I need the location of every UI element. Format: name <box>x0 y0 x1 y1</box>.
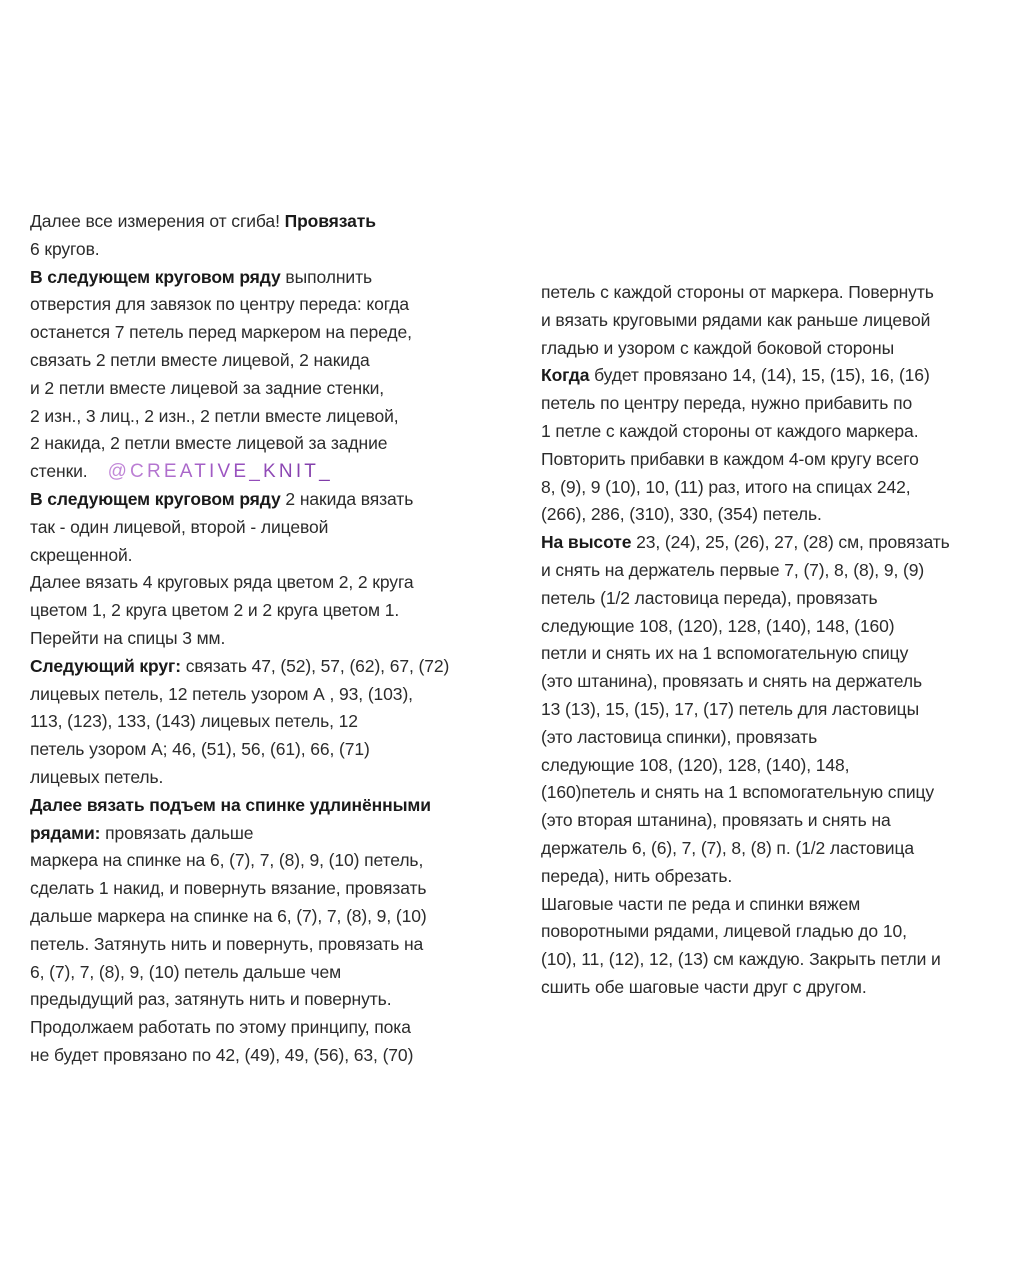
text-line: (10), 11, (12), 12, (13) см каждую. Закрыть петли и <box>541 949 941 970</box>
text-line: поворотными рядами, лицевой гладью до 10, <box>541 921 907 942</box>
body-text: будет провязано 14, (14), 15, (15), 16, (16) <box>589 365 930 386</box>
text-line: 1 петле с каждой стороны от каждого маркера. <box>541 420 919 441</box>
body-text: стенки. <box>30 461 88 482</box>
creative-knit-watermark: @CREATIVE_KNIT_ <box>108 458 333 486</box>
text-line <box>541 529 1011 557</box>
text-line: 113, (123), 133, (143) лицевых петель, 12 <box>30 711 358 732</box>
text-line: не будет провязано по 42, (49), 49, (56), 63, (70) <box>30 1044 414 1065</box>
text-line: Перейти на спицы 3 мм. <box>30 627 226 648</box>
bold-heading-text: В следующем круговом ряду <box>30 266 281 287</box>
text-line: Далее вязать 4 круговых ряда цветом 2, 2 круга <box>30 572 414 593</box>
text-line: сделать 1 накид, и повернуть вязание, провязать <box>30 878 427 899</box>
text-line: петель с каждой стороны от маркера. Повернуть <box>541 282 934 302</box>
bold-heading-text: Когда <box>541 365 590 386</box>
text-line <box>30 486 510 514</box>
text-line <box>30 792 510 820</box>
text-line: держатель 6, (6), 7, (7), 8, (8) п. (1/2 ластовица <box>541 837 915 858</box>
text-line: 2 изн., 3 лиц., 2 изн., 2 петли вместе лицевой, <box>30 405 399 426</box>
text-line: петель узором А; 46, (51), 56, (61), 66, (71) <box>30 739 370 760</box>
text-line: петель (1/2 ластовица переда), провязать <box>541 587 878 608</box>
text-line: (это штанина), провязать и снять на держатель <box>541 671 922 692</box>
bold-heading-text: Далее вязать подъем на спинке удлинёнными <box>30 794 431 815</box>
text-line: петли и снять их на 1 вспомогательную спицу <box>541 643 909 664</box>
text-line: Шаговые части пе реда и спинки вяжем <box>541 893 861 914</box>
text-line: (266), 286, (310), 330, (354) петель. <box>541 504 822 525</box>
text-line <box>30 264 510 292</box>
text-line: (это вторая штанина), провязать и снять на <box>541 810 891 831</box>
text-line: лицевых петель. <box>30 766 164 787</box>
text-line: цветом 1, 2 круга цветом 2 и 2 круга цветом 1. <box>30 600 400 621</box>
left-text-column <box>30 208 510 1070</box>
text-line: скрещенной. <box>30 544 133 565</box>
body-text: связать 47, (52), 57, (62), 67, (72) <box>180 655 450 676</box>
bold-heading-text: В следующем круговом ряду <box>30 488 281 509</box>
body-text: Далее все измерения от сгиба! <box>30 211 285 231</box>
text-line: останется 7 петель перед маркером на переде, <box>30 322 412 343</box>
text-line: предыдущий раз, затянуть нить и повернуть. <box>30 989 392 1010</box>
text-line: (это ластовица спинки), провязать <box>541 726 818 747</box>
text-line: 13 (13), 15, (15), 17, (17) петель для ластовицы <box>541 698 920 719</box>
text-line: Повторить прибавки в каждом 4-ом кругу всего <box>541 448 919 469</box>
text-line: петель по центру переда, нужно прибавить по <box>541 393 913 414</box>
text-line: Продолжаем работать по этому принципу, пока <box>30 1017 411 1038</box>
text-line: 8, (9), 9 (10), 10, (11) раз, итого на спицах 242, <box>541 476 911 497</box>
text-line <box>30 208 510 236</box>
text-line <box>30 458 510 486</box>
text-line: связать 2 петли вместе лицевой, 2 накида <box>30 349 370 370</box>
text-line: гладью и узором с каждой боковой стороны <box>541 337 895 358</box>
text-line: (160)петель и снять на 1 вспомогательную спицу <box>541 782 935 803</box>
text-line: 6, (7), 7, (8), 9, (10) петель дальше чем <box>30 961 342 982</box>
text-line <box>30 653 510 681</box>
text-line <box>541 362 1011 390</box>
text-line <box>30 820 510 848</box>
text-line: 2 накида, 2 петли вместе лицевой за задние <box>30 433 388 454</box>
text-line: петель. Затянуть нить и повернуть, провязать на <box>30 933 424 954</box>
body-text: выполнить <box>280 266 373 287</box>
bold-heading-text: Провязать <box>284 211 376 231</box>
text-line: и вязать круговыми рядами как раньше лицевой <box>541 309 931 330</box>
text-line: следующие 108, (120), 128, (140), 148, <box>541 754 850 775</box>
text-line: лицевых петель, 12 петель узором А , 93, (103), <box>30 683 413 704</box>
right-text-column <box>541 279 1011 1002</box>
text-line: так - один лицевой, второй - лицевой <box>30 516 329 537</box>
bold-heading-text: рядами: <box>30 822 101 843</box>
body-text: провязать дальше <box>100 822 254 843</box>
text-line: и снять на держатель первые 7, (7), 8, (8), 9, (9) <box>541 559 925 580</box>
bold-heading-text: На высоте <box>541 532 632 553</box>
text-line: следующие 108, (120), 128, (140), 148, (160) <box>541 615 895 636</box>
text-line: отверстия для завязок по центру переда: когда <box>30 294 410 315</box>
text-line: переда), нить обрезать. <box>541 865 733 886</box>
body-text: 23, (24), 25, (26), 27, (28) см, провязать <box>631 532 950 553</box>
text-line: и 2 петли вместе лицевой за задние стенки, <box>30 377 385 398</box>
text-line: маркера на спинке на 6, (7), 7, (8), 9, (10) петель, <box>30 850 424 871</box>
text-line: сшить обе шаговые части друг с другом. <box>541 976 867 997</box>
bold-heading-text: Следующий круг: <box>30 655 181 676</box>
text-line: 6 кругов. <box>30 238 100 259</box>
text-line: дальше маркера на спинке на 6, (7), 7, (8), 9, (10) <box>30 905 427 926</box>
body-text: 2 накида вязать <box>280 488 414 509</box>
